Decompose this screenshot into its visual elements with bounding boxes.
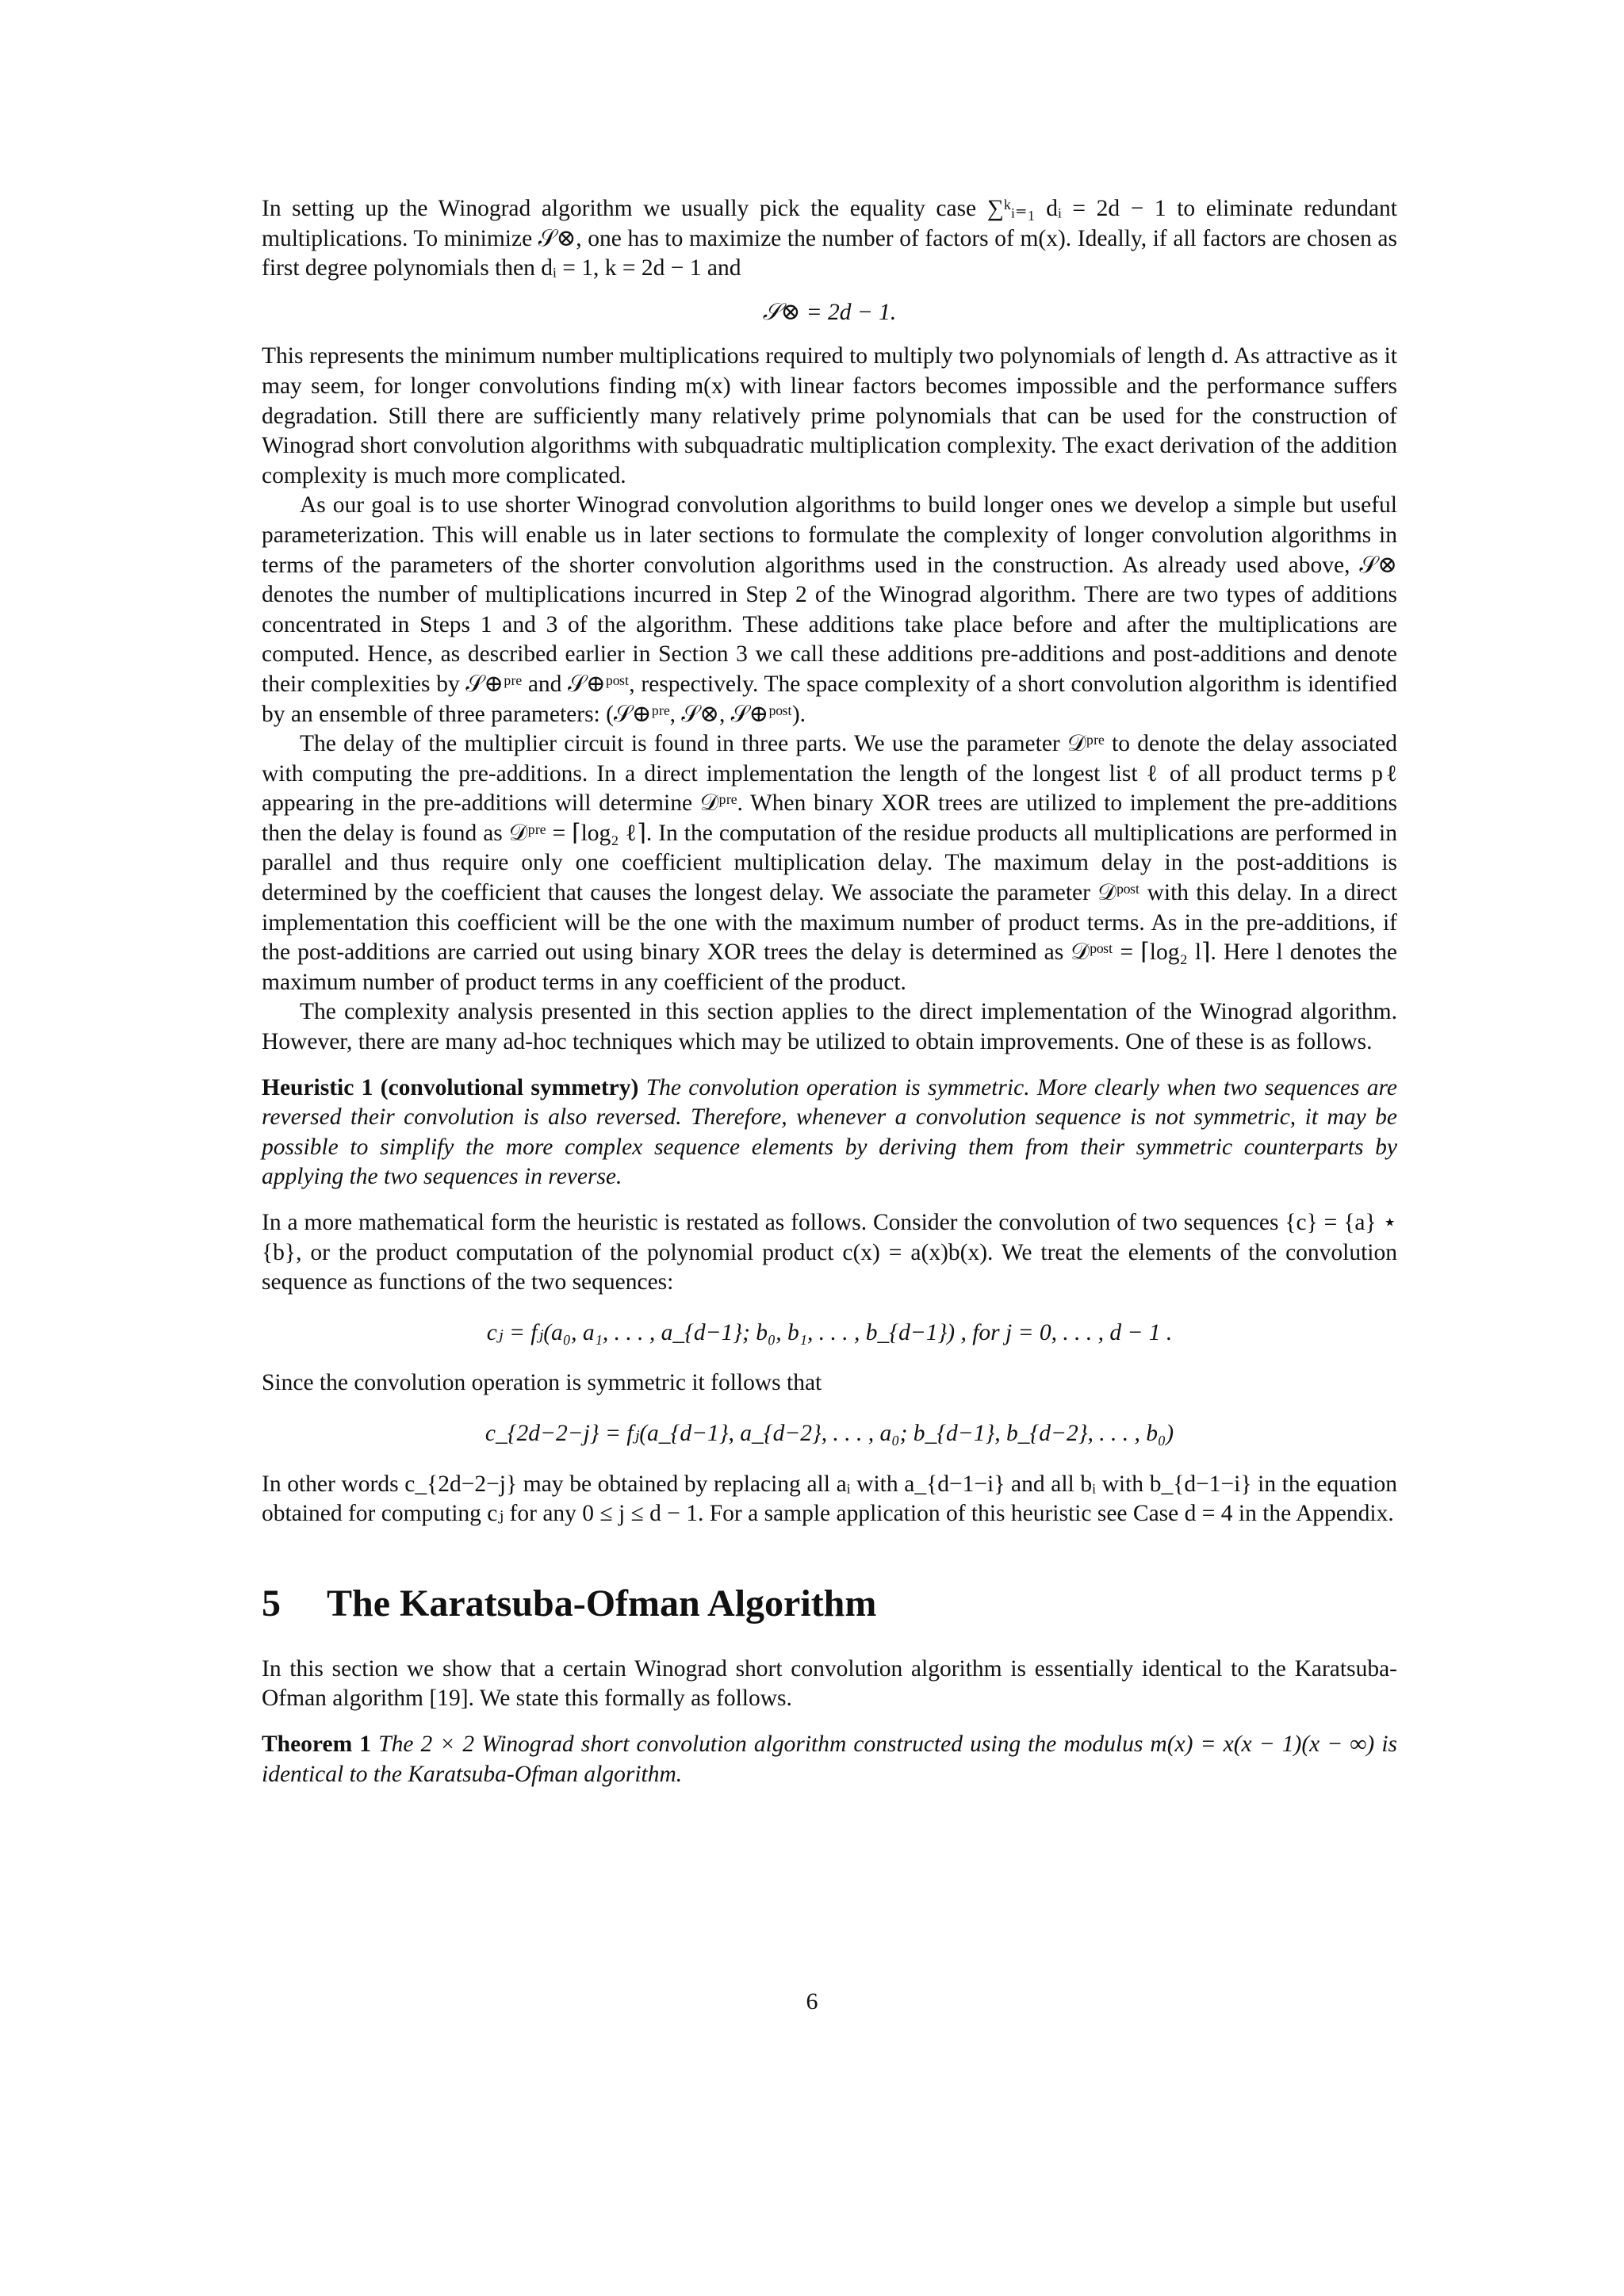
equation-convolution-elements: cⱼ = fⱼ(a₀, a₁, . . . , a_{d−1}; b₀, b₁, . . . , b_{d−1}) , for j = 0, . . . , d − 1 . (486, 1319, 1173, 1345)
section-heading (262, 1580, 1397, 1628)
paragraph-mathematical-form: In a more mathematical form the heuristic is restated as follows. Consider the convolution of two sequences {c} = {a} ⋆ {b}, or the product computation of the polynomial product c(x) = a(x)b(x). We treat the elements of the convolution sequence as functions of the two sequences: (262, 1210, 1397, 1295)
equation-min-multiplications: 𝒮⊗ = 2d − 1. (762, 299, 897, 325)
section-number: 5 (262, 1582, 281, 1624)
theorem-block (262, 1730, 1397, 1789)
section-intro: In this section we show that a certain Winograd short convolution algorithm is essentially identical to the Karatsuba-Ofman algorithm [19]. We state this formally as follows. (262, 1655, 1397, 1712)
paragraph-delay: The delay of the multiplier circuit is found in three parts. We use the parameter 𝒟ᵖʳᵉ to denote the delay associated with computing the pre-additions. In a direct implementation the length of the longest list ℓ of all product terms pℓ appearing in the pre-additions will determine 𝒟ᵖʳᵉ. When binary XOR trees are utilized to implement the pre-additions then the delay is found as 𝒟ᵖʳᵉ = ⌈log₂ ℓ⌉. In the computation of the residue products all multiplications are performed in parallel and thus require only one coefficient multiplication delay. The maximum delay in the post-additions is determined by the coefficient that causes the longest delay. We associate the parameter 𝒟ᵖᵒˢᵗ with this delay. In a direct implementation this coefficient will be the one with the maximum number of product terms. As in the pre-additions, if the post-additions are carried out using binary XOR trees the delay is determined as 𝒟ᵖᵒˢᵗ = ⌈log₂ l⌉. Here l denotes the maximum number of product terms in any coefficient of the product. (262, 731, 1397, 995)
page-number: 6 (806, 1988, 818, 2015)
paragraph-symmetric: Since the convolution operation is symmetric it follows that (262, 1370, 822, 1396)
theorem-title: Theorem 1 (262, 1731, 372, 1757)
page-body (262, 194, 1397, 1789)
equation-symmetric-element: c_{2d−2−j} = fⱼ(a_{d−1}, a_{d−2}, . . . , a₀; b_{d−1}, b_{d−2}, . . . , b₀) (485, 1420, 1174, 1446)
paragraph-replacement: In other words c_{2d−2−j} may be obtained by replacing all aᵢ with a_{d−1−i} and all bᵢ with b_{d−1−i} in the equation obtained for computing cⱼ for any 0 ≤ j ≤ d − 1. For a sample application of this heuristic see Case d = 4 in the Appendix. (262, 1471, 1397, 1527)
section-title: The Karatsuba-Ofman Algorithm (327, 1582, 877, 1624)
heuristic-block (262, 1073, 1397, 1192)
heuristic-title: Heuristic 1 (convolutional symmetry) (262, 1074, 639, 1100)
paragraph-parameterization: As our goal is to use shorter Winograd convolution algorithms to build longer ones we develop a simple but useful parameterization. This will enable us in later sections to formulate the complexity of longer convolution algorithms in terms of the parameters of the shorter convolution algorithms used in the construction. As already used above, 𝒮⊗ denotes the number of multiplications incurred in Step 2 of the Winograd algorithm. There are two types of additions concentrated in Steps 1 and 3 of the algorithm. These additions take place before and after the multiplications are computed. Hence, as described earlier in Section 3 we call these additions pre-additions and post-additions and denote their complexities by 𝒮⊕ᵖʳᵉ and 𝒮⊕ᵖᵒˢᵗ, respectively. The space complexity of a short convolution algorithm is identified by an ensemble of three parameters: (𝒮⊕ᵖʳᵉ, 𝒮⊗, 𝒮⊕ᵖᵒˢᵗ). (262, 492, 1397, 727)
paragraph-minimum-multiplications: This represents the minimum number multiplications required to multiply two polynomials of length d. As attractive as it may seem, for longer convolutions finding m(x) with linear factors becomes impossible and the performance suffers degradation. Still there are sufficiently many relatively prime polynomials that can be used for the construction of Winograd short convolution algorithms with subquadratic multiplication complexity. The exact derivation of the addition complexity is much more complicated. (262, 343, 1397, 488)
theorem-body: The 2 × 2 Winograd short convolution algorithm constructed using the modulus m(x) = x(x − 1)(x − ∞) is identical to the Karatsuba-Ofman algorithm. (262, 1731, 1398, 1787)
paragraph-winograd-setup: In setting up the Winograd algorithm we usually pick the equality case ∑ᵏᵢ₌₁ dᵢ = 2d − 1 to eliminate redundant multiplications. To minimize 𝒮⊗, one has to maximize the number of factors of m(x). Ideally, if all factors are chosen as first degree polynomials then dᵢ = 1, k = 2d − 1 and (262, 196, 1397, 281)
paragraph-adhoc-techniques: The complexity analysis presented in this section applies to the direct implementation of the Winograd algorithm. However, there are many ad-hoc techniques which may be utilized to obtain improvements. One of these is as follows. (262, 999, 1397, 1055)
heuristic-body: The convolution operation is symmetric. More clearly when two sequences are reversed their convolution is also reversed. Therefore, whenever a convolution sequence is not symmetric, it may be possible to simplify the more complex sequence elements by deriving them from their symmetric counterparts by applying the two sequences in reverse. (262, 1074, 1398, 1190)
